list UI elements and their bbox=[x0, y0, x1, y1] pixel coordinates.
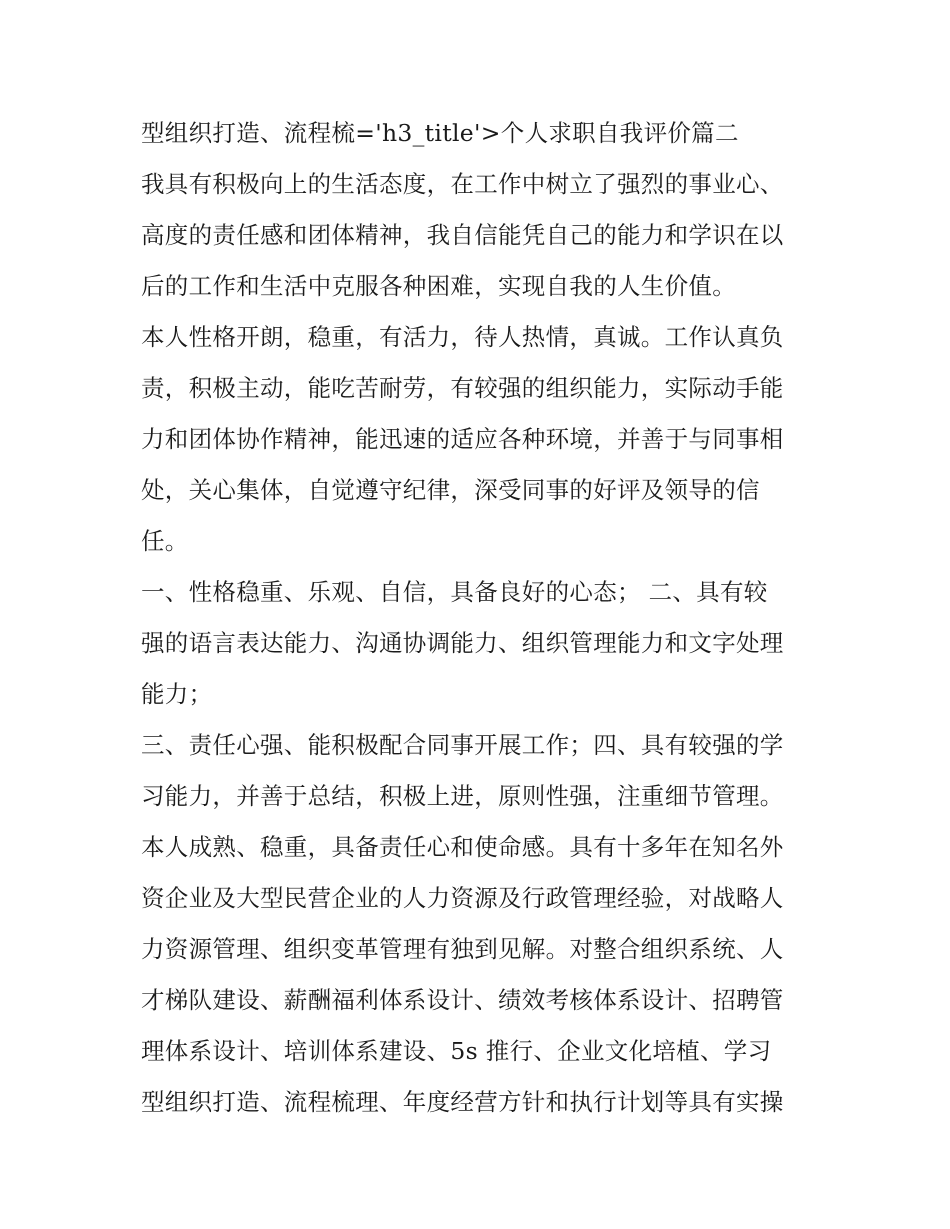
text-line: 一、性格稳重、乐观、自信，具备良好的心态； 二、具有较 bbox=[141, 578, 768, 606]
text-line: 才梯队建设、薪酬福利体系设计、绩效考核体系设计、招聘管 bbox=[141, 986, 784, 1014]
text-line: 我具有积极向上的生活态度，在工作中树立了强烈的事业心、 bbox=[141, 170, 784, 198]
text-line: 任。 bbox=[141, 527, 189, 555]
text-line: 处，关心集体，自觉遵守纪律，深受同事的好评及领导的信 bbox=[141, 476, 760, 504]
text-line: 责，积极主动，能吃苦耐劳，有较强的组织能力，实际动手能 bbox=[141, 374, 784, 402]
text-line: 三、责任心强、能积极配合同事开展工作；四、具有较强的学 bbox=[141, 731, 784, 759]
text-line: 强的语言表达能力、沟通协调能力、组织管理能力和文字处理 bbox=[141, 629, 784, 657]
text-line: 习能力，并善于总结，积极上进，原则性强，注重细节管理。 bbox=[141, 782, 784, 810]
text-line: 高度的责任感和团体精神，我自信能凭自己的能力和学识在以 bbox=[141, 221, 784, 249]
text-line: 本人性格开朗，稳重，有活力，待人热情，真诚。工作认真负 bbox=[141, 323, 784, 351]
text-line: 能力； bbox=[141, 680, 213, 708]
text-line: 本人成熟、稳重，具备责任心和使命感。具有十多年在知名外 bbox=[141, 833, 784, 861]
text-line: 资企业及大型民营企业的人力资源及行政管理经验，对战略人 bbox=[141, 884, 784, 912]
text-line: 后的工作和生活中克服各种困难，实现自我的人生价值。 bbox=[141, 272, 736, 300]
text-line: 型组织打造、流程梳='h3_title'>个人求职自我评价篇二 bbox=[141, 119, 739, 147]
text-line: 力资源管理、组织变革管理有独到见解。对整合组织系统、人 bbox=[141, 935, 784, 963]
document-body bbox=[141, 108, 831, 1128]
text-line: 型组织打造、流程梳理、年度经营方针和执行计划等具有实操 bbox=[141, 1088, 784, 1116]
text-line: 理体系设计、培训体系建设、5s 推行、企业文化培植、学习 bbox=[141, 1037, 772, 1065]
text-line: 力和团体协作精神，能迅速的适应各种环境，并善于与同事相 bbox=[141, 425, 784, 453]
